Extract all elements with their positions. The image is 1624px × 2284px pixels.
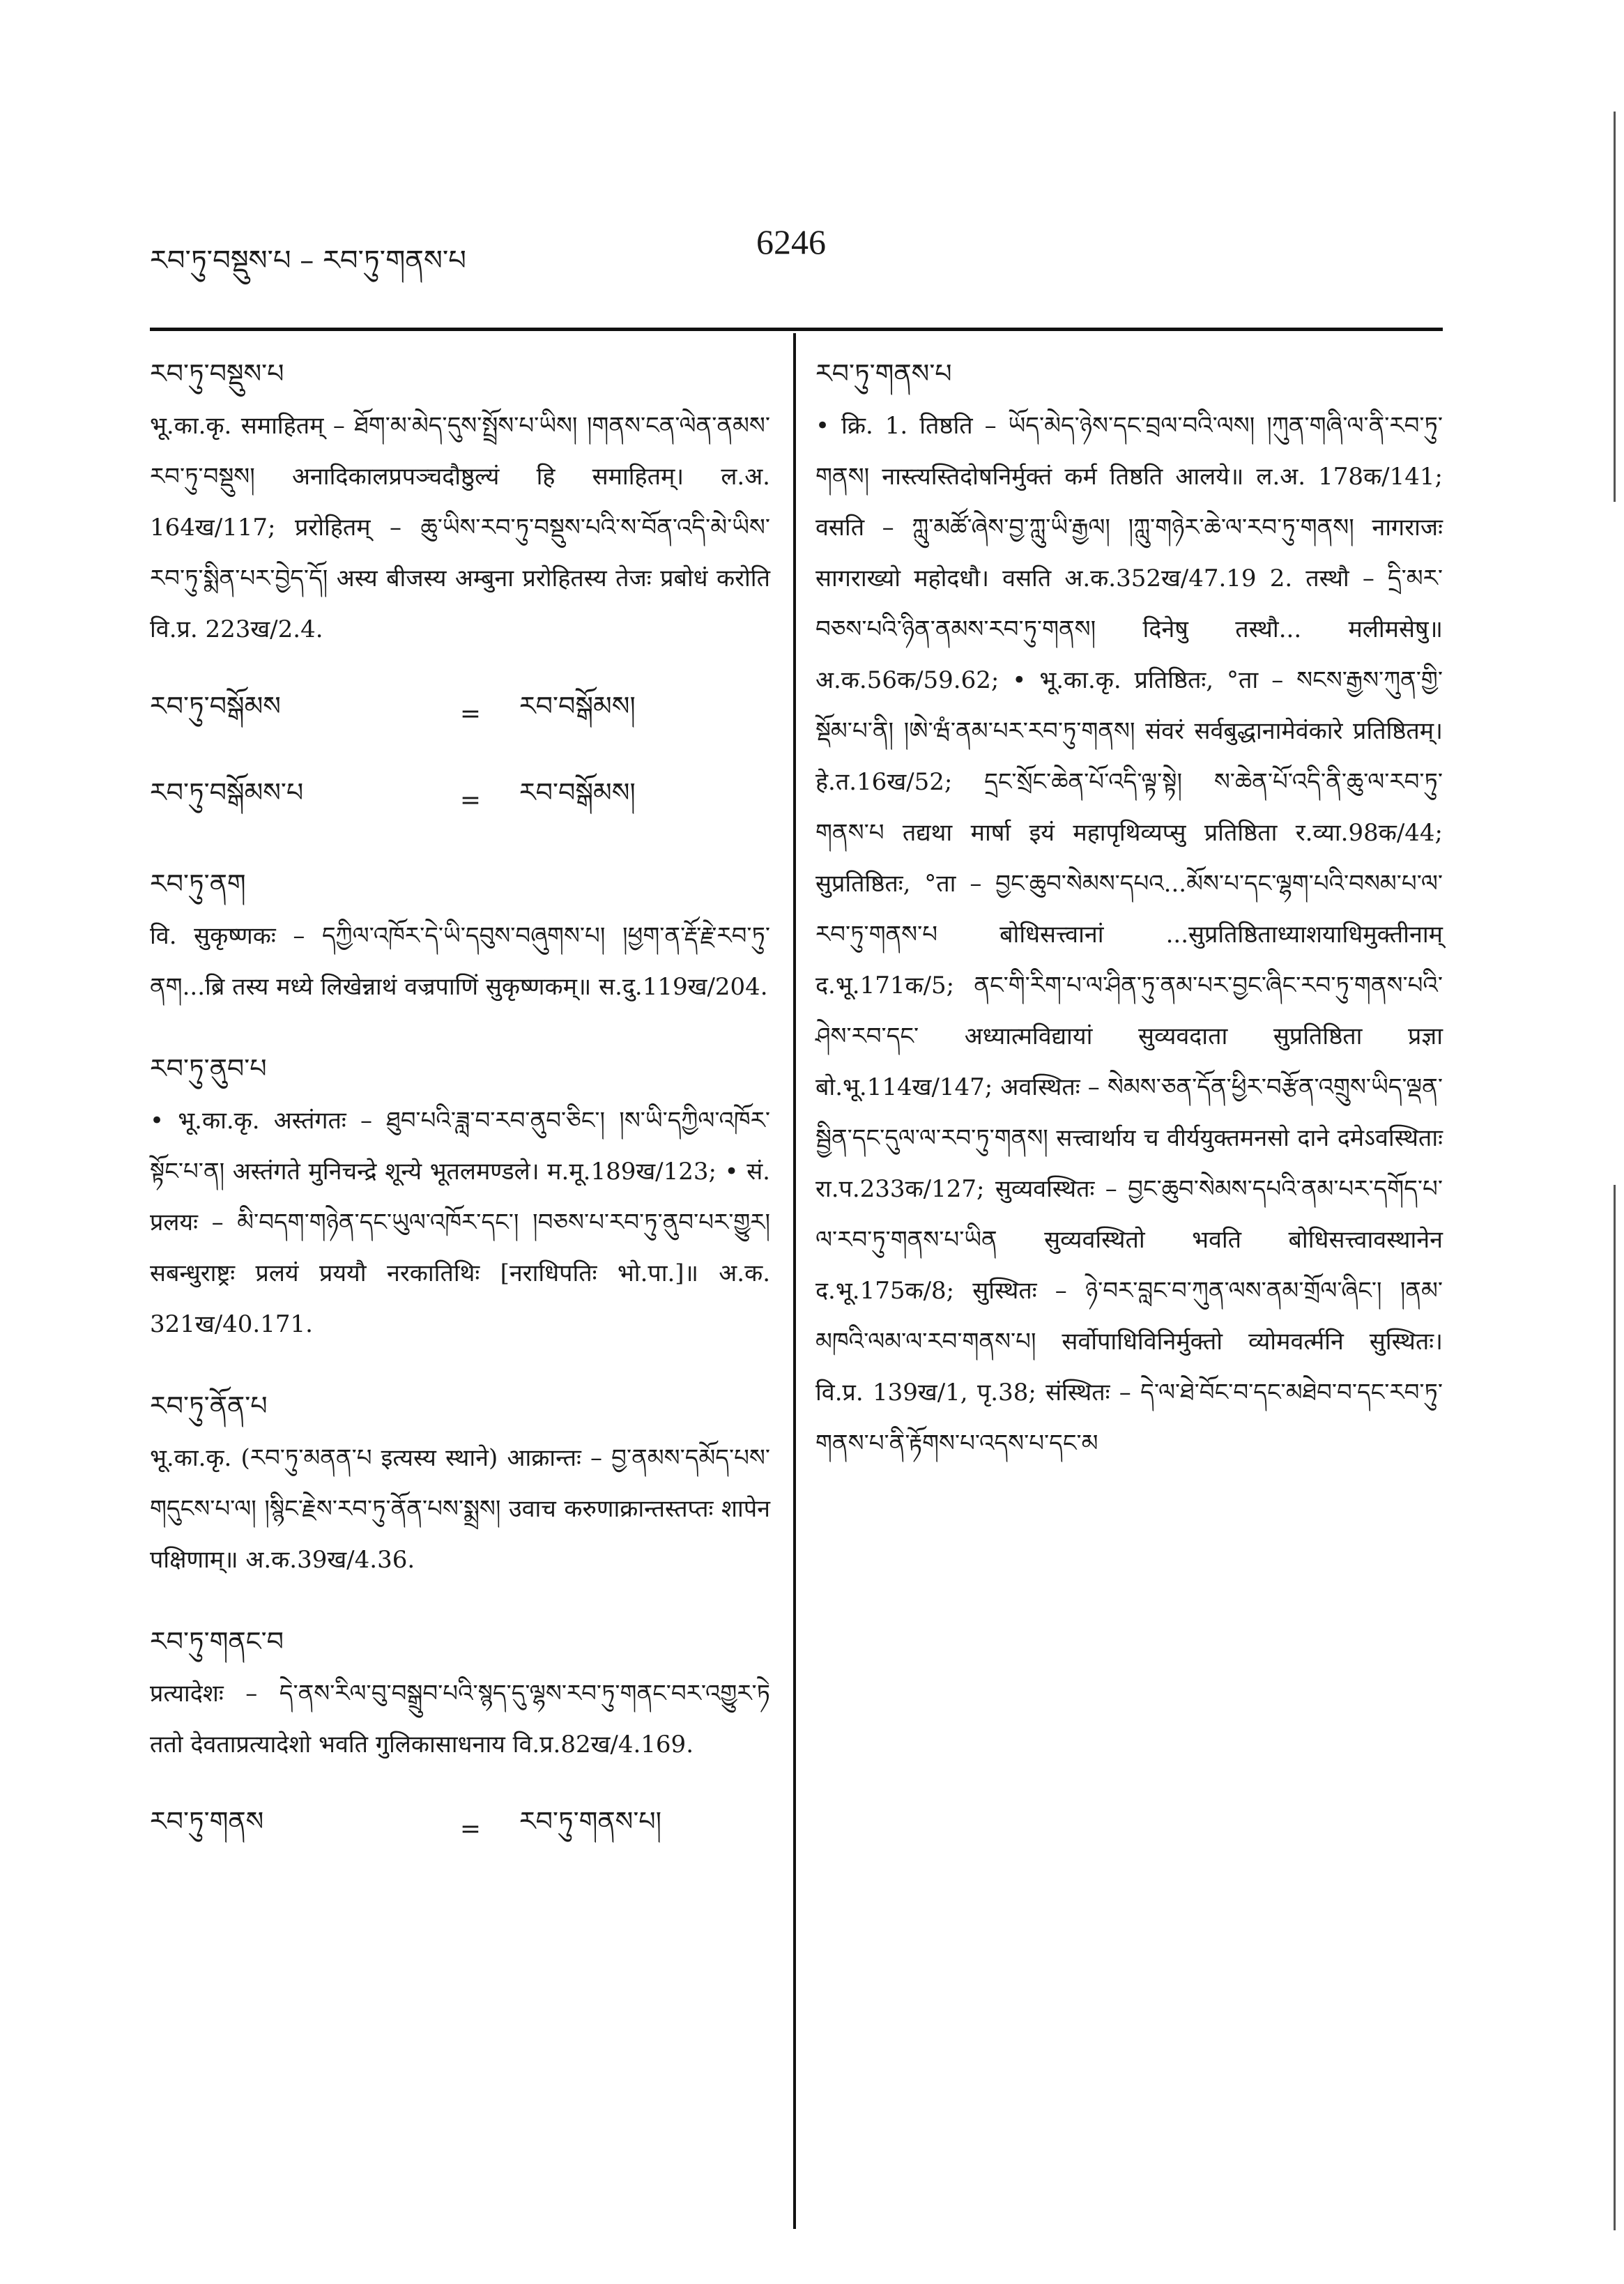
entry-headword: རབ་ཏུ་གནས་པ [815,358,952,389]
dictionary-entry [150,348,770,655]
entry-text: • भू.का.कृ. अस्तंगतः – ཐུབ་པའི་ཟླ་བ་རབ་ནུབ་ཅིང་། །ས་ཡི་དཀྱིལ་འཁོར་སྟོང་པ་ན། अस्तंगते मुनिचन्द्रे शून्ये भूतलमण्डले। म.मू.189ख/123; • सं. प्रलयः – མི་བདག་གཉེན་དང་ཡུལ་འཁོར་དང་། །བཅས་པ་རབ་ཏུ་ནུབ་པར་གྱུར། सबन्धुराष्ट्रः प्रलयं प्रययौ नरकातिथिः [नराधिपतिः भो.पा.]॥ अ.क. 321ख/40.171. [150,1107,770,1338]
equals-sign: = [459,699,482,728]
entry-text: भू.का.कृ. समाहितम् – ཐོག་མ་མེད་དུས་སྤྲོས་པ་ཡིས། །གནས་ངན་ལེན་ནམས་རབ་ཏུ་བསྡུས། अनादिकालप्रपञ्चदौष्ठुल्यं हि समाहितम्। ल.अ. 164ख/117; प्ररोहितम् – ཆུ་ཡིས་རབ་ཏུ་བསྡུས་པའི་ས་བོན་འདི་མེ་ཡིས་རབ་ཏུ་སྨིན་པར་བྱེད་དོ། अस्य बीजस्य अम्बुना प्ररोहितस्य तेजः प्रबोधं करोति वि.प्र. 223ख/2.4. [150,412,770,643]
cross-reference-entry [150,1801,770,1857]
entry-headword: རབ་ཏུ་ནག [150,868,246,899]
xref-target: རབ་བསྒོམས། [519,690,636,721]
xref-target: རབ་བསྒོམས། [519,776,636,808]
entry-text: भू.का.कृ. (རབ་ཏུ་མནན་པ इत्यस्य स्थाने) आक्रान्तः – བྱ་ནམས་དམོད་པས་གདུངས་པ་ལ། །སྙིང་རྗེས་རབ་ཏུ་ནོན་པས་སྨྲས། उवाच करुणाक्रान्तस्तप्तः शापेन पक्षिणाम्॥ अ.क.39ख/4.36. [150,1444,770,1574]
entry-text: वि. सुकृष्णकः – དཀྱིལ་འཁོར་དེ་ཡི་དབུས་བཞུགས་པ། །ཕྱག་ན་རྡོ་རྗེ་རབ་ཏུ་ནག...ब्रि तस्य मध्ये लिखेन्नाथं वज्रपाणिं सुकृष्णकम्॥ स.दु.119ख/204. [150,922,770,1001]
dictionary-entry [815,348,1443,1469]
entry-headword: རབ་ཏུ་གནང་བ [150,1626,284,1657]
header-rule [150,328,1443,331]
equals-sign: = [459,785,482,815]
page-number: 6246 [756,222,826,261]
xref-headword: རབ་ཏུ་བསྒོམས [150,690,281,721]
right-column [815,348,1443,1500]
equals-sign: = [459,1814,482,1844]
entry-text: • क्रि. 1. तिष्ठति – ཡོད་མེད་ཉེས་དང་བྲལ་བའི་ལས། །ཀུན་གཞི་ལ་ནི་རབ་ཏུ་གནས། नास्त्यस्तिदोषनिर्मुक्तं कर्म तिष्ठति आलये॥ ल.अ. 178क/141; वसति – ཀླུ་མཚོ་ཞེས་བྱ་ཀླུ་ཡི་རྒྱལ། །ཀླུ་གཉེར་ཆེ་ལ་རབ་ཏུ་གནས། नागराजः सागराख्यो महोदधौ। वसति अ.क.352ख/47.19 2. तस्थौ – དྲི་མར་བཅས་པའི་ཉིན་ནམས་རབ་ཏུ་གནས། दिनेषु तस्थौ... मलीमसेषु॥ अ.क.56क/59.62; • भू.का.कृ. प्रतिष्ठितः, °ता – སངས་རྒྱས་ཀུན་གྱི་སྡོམ་པ་ནི། །ཨེ་ཝཾ་ནམ་པར་རབ་ཏུ་གནས། संवरं सर्वबुद्धानामेवंकारे प्रतिष्ठितम्। हे.त.16ख/52; དྲང་སྲོང་ཆེན་པོ་འདི་ལྟ་སྟེ། ས་ཆེན་པོ་འདི་ནི་ཆུ་ལ་རབ་ཏུ་གནས་པ तद्यथा मार्षा इयं महापृथिव्यप्सु प्रतिष्ठिता र.व्या.98क/44; सुप्रतिष्ठितः, °ता – བྱང་ཆུབ་སེམས་དཔའ...མོས་པ་དང་ལྷག་པའི་བསམ་པ་ལ་རབ་ཏུ་གནས་པ बोधिसत्त्वानां ...सुप्रतिष्ठिताध्याशयाधिमुक्तीनाम् द.भू.171क/5; ནང་གི་རིག་པ་ལ་ཤིན་ཏུ་ནམ་པར་བྱང་ཞིང་རབ་ཏུ་གནས་པའི་ཤེས་རབ་དང་ अध्यात्मविद्यायां सुव्यवदाता सुप्रतिष्ठिता प्रज्ञा बो.भू.114ख/147; अवस्थितः – སེམས་ཅན་དོན་ཕྱིར་བརྩོན་འགྲུས་ཡིད་ལྡན་སྦྱིན་དང་དུལ་ལ་རབ་ཏུ་གནས། सत्त्वार्थाय च वीर्ययुक्तमनसो दाने दमेऽवस्थिताः रा.प.233क/127; सुव्यवस्थितः – བྱང་ཆུབ་སེམས་དཔའི་ནམ་པར་དགོད་པ་ལ་རབ་ཏུ་གནས་པ་ཡིན सुव्यवस्थितो भवति बोधिसत्त्वावस्थानेन द.भू.175क/8; सुस्थितः – ཉེ་བར་བླང་བ་ཀུན་ལས་ནམ་གྲོལ་ཞིང་། །ནམ་མཁའི་ལམ་ལ་རབ་གནས་པ། सर्वोपाधिविनिर्मुक्तो व्योमवर्त्मनि सुस्थितः। वि.प्र. 139ख/1, पृ.38; संस्थितः – དེ་ལ་ཐེ་བོང་བ་དང་མཐེབ་བ་དང་རབ་ཏུ་གནས་པ་ནི་རྟོགས་པ་འདས་པ་དང་མ [815,412,1443,1457]
xref-headword: རབ་ཏུ་གནས [150,1805,264,1837]
cross-reference-entry [150,686,770,742]
dictionary-entry [150,1616,770,1770]
xref-headword: རབ་ཏུ་བསྒོམས་པ [150,776,304,808]
running-head: རབ་ཏུ་བསྡུས་པ – རབ་ཏུ་གནས་པ [150,245,466,277]
dictionary-entry [150,859,770,1013]
scan-edge-mark [1614,112,1616,502]
left-column [150,348,770,1887]
entry-headword: རབ་ཏུ་ནུབ་པ [150,1053,267,1084]
entry-headword: རབ་ཏུ་ནོན་པ [150,1390,268,1421]
cross-reference-entry [150,772,770,828]
entry-headword: རབ་ཏུ་བསྡུས་པ [150,358,284,389]
xref-target: རབ་ཏུ་གནས་པ། [519,1805,662,1837]
dictionary-entry [150,1043,770,1350]
column-divider [793,333,796,2229]
page-header [150,222,1439,277]
scan-edge-mark [1614,1185,1616,2230]
entry-text: प्रत्यादेशः – དེ་ནས་རིལ་བུ་བསྒྲུབ་པའི་སྙད་དུ་ལྷས་རབ་ཏུ་གནང་བར་འགྱུར་ཏེ ततो देवताप्रत्यादेशो भवति गुलिकासाधनाय वि.प्र.82ख/4.169. [150,1680,770,1758]
dictionary-entry [150,1381,770,1586]
